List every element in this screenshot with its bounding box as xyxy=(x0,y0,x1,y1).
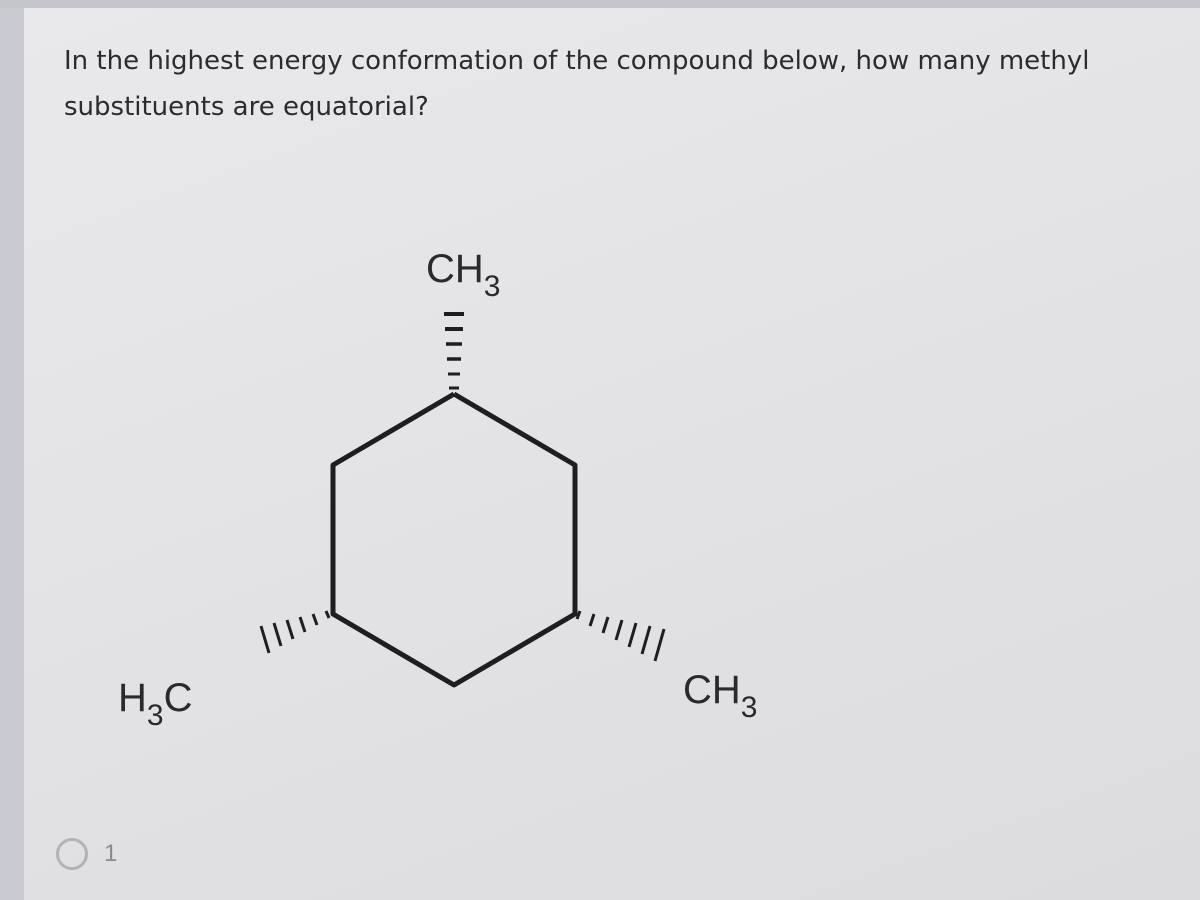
question-text: In the highest energy conformation of the compound below, how many methyl substituents are equatorial? xyxy=(64,46,1090,122)
radio-button[interactable] xyxy=(56,838,88,870)
right-hashed-wedge-bond xyxy=(577,611,664,661)
top-hashed-wedge-bond xyxy=(444,314,464,388)
top-methyl-label: $CH_3$ xyxy=(426,247,501,303)
left-hashed-wedge-bond xyxy=(261,611,329,653)
cyclohexane-ring xyxy=(333,394,575,685)
answer-option-label: 1 xyxy=(104,840,118,867)
right-methyl-label: $CH_3$ xyxy=(683,668,758,724)
answer-option[interactable] xyxy=(56,838,117,870)
left-methyl-label: $H_3C$ xyxy=(118,676,193,732)
